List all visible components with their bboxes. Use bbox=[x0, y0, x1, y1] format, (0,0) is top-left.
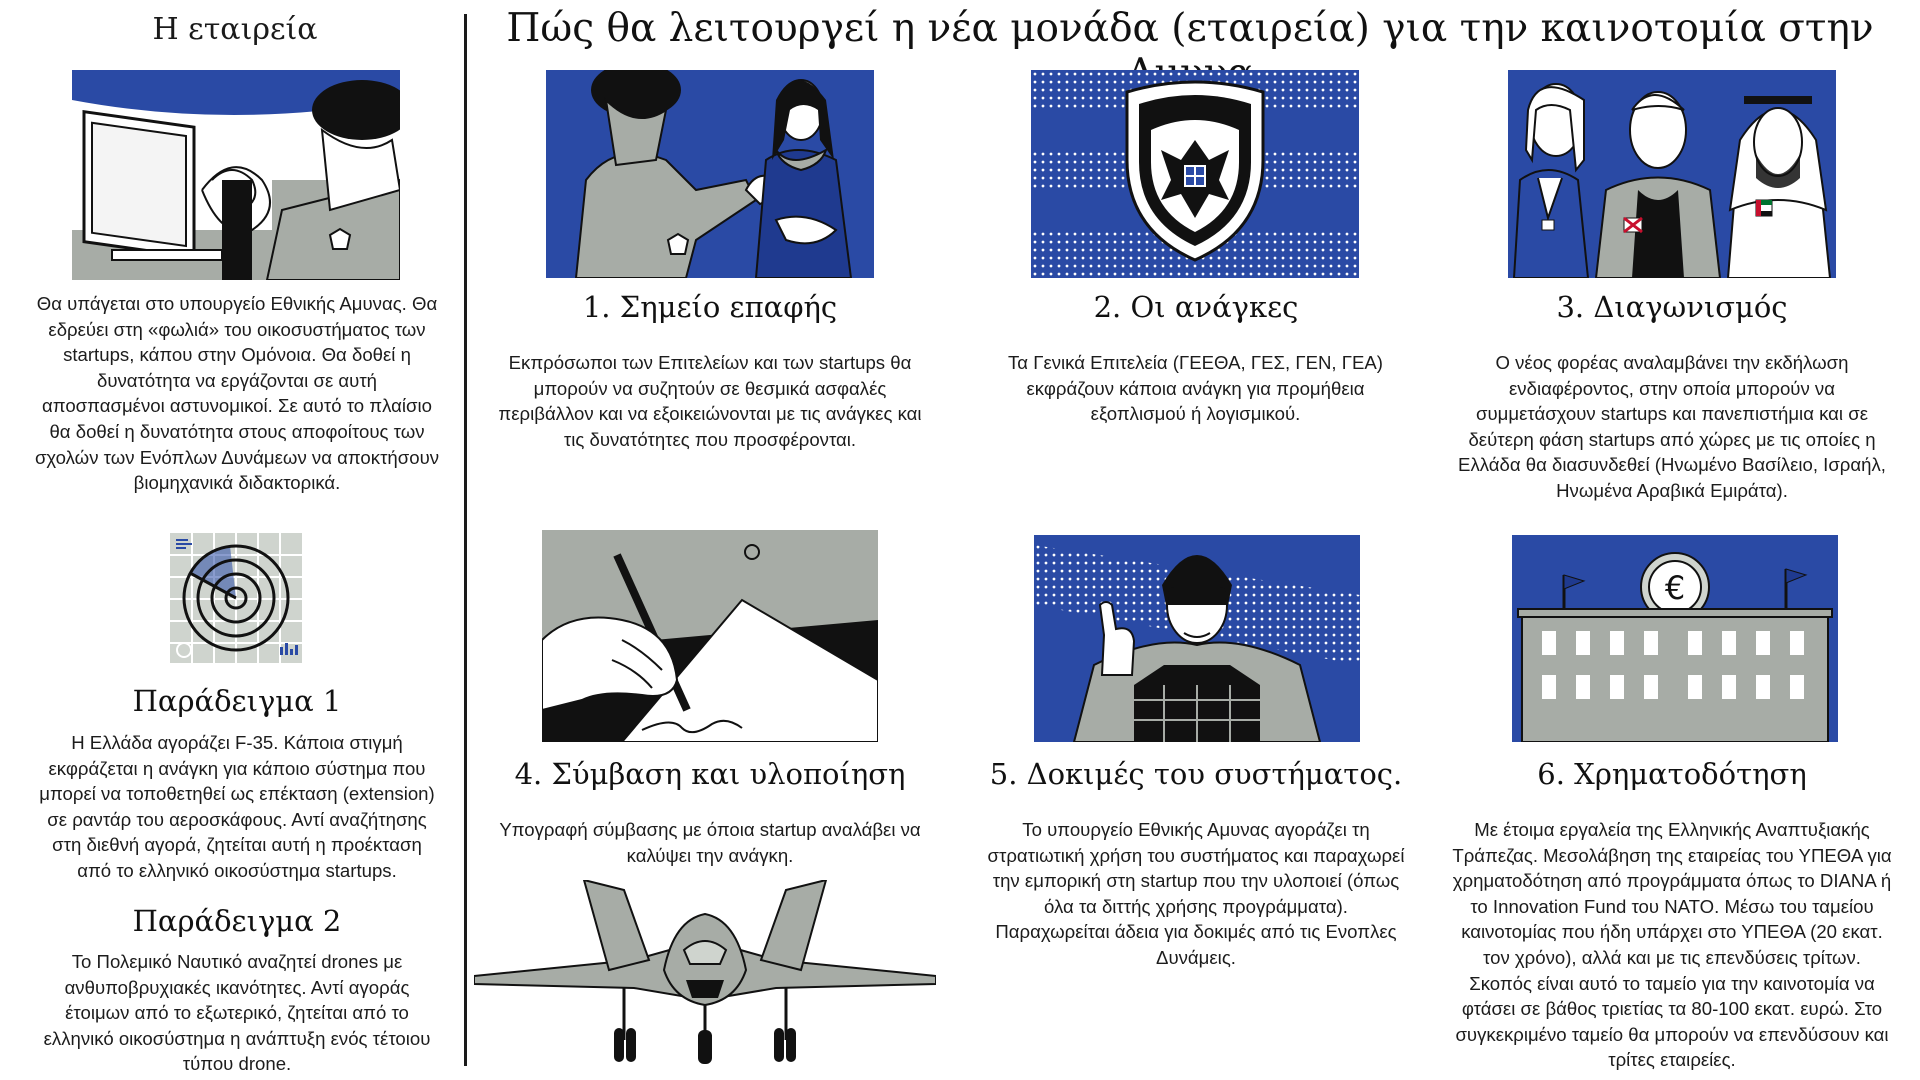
svg-text:€: € bbox=[1664, 569, 1686, 607]
officer-computer-illustration bbox=[72, 70, 400, 280]
step1-title: 1. Σημείο επαφής bbox=[582, 290, 838, 324]
step4-title: 4. Σύμβαση και υλοποίηση bbox=[514, 757, 906, 791]
step6-title: 6. Χρηματοδότηση bbox=[1537, 757, 1807, 791]
radar-icon bbox=[170, 533, 302, 663]
step6-text: Με έτοιμα εργαλεία της Ελληνικής Αναπτυξιακής Τράπεζας. Μεσολάβηση της εταιρείας του ΥΠΕΘΑ για χρηματοδότηση από προγράμματα όπως το DIANA ή το Innovation Fund του ΝΑΤΟ. Μέσω του ταμείου καινοτομίας που ήδη υπάρχει στο ΥΠΕΘΑ (20 εκατ. τον χρόνο), αλλά και με τις επενδύσεις τρίτων. Σκοπός είναι αυτό το ταμείο για την καινοτομία να φτάσει σε βάθος τριετίας τα 80-100 εκατ. ευρώ. Στο συγκεκριμένο ταμείο θα μπορούν να επενδύσουν και τρίτες εταιρείες. bbox=[1452, 819, 1892, 1071]
step3-illustration bbox=[1508, 70, 1836, 278]
step5-title: 5. Δοκιμές του συστήματος. bbox=[989, 757, 1403, 791]
step6-illustration bbox=[1512, 535, 1838, 742]
step5-illustration bbox=[1034, 535, 1360, 742]
step4-illustration bbox=[542, 530, 878, 742]
example1-text: Η Ελλάδα αγοράζει F-35. Κάποια στιγμή εκφράζεται η ανάγκη για κάποιο σύστημα που μπορεί να τοποθετηθεί ως επέκταση (extension) σε ραντάρ του αεροσκάφους. Αντί αναζήτησης στη διεθνή αγορά, ζητείται αυτή η προέκταση από το ελληνικό οικοσύστημα startups. bbox=[39, 732, 435, 881]
example2-text: Το Πολεμικό Ναυτικό αναζητεί drones με ανθυποβρυχιακές ικανότητες. Αντί αγοράς έτοιμων από το εξωτερικό, ζητείται από το ελληνικό οικοσύστημα η ανάπτυξη ενός τέτοιου τύπου drone. bbox=[43, 951, 431, 1075]
step5-text: Το υπουργείο Εθνικής Αμυνας αγοράζει τη στρατιωτική χρήση του συστήματος και παραχωρεί την εμπορική στη startup που την υλοποιεί (όπως όλα τα διττής χρήσης προγράμματα). Παραχωρείται άδεια για δοκιμές από τις Ενοπλες Δυνάμεις. bbox=[987, 819, 1405, 968]
step2-text: Τα Γενικά Επιτελεία (ΓΕΕΘΑ, ΓΕΣ, ΓΕΝ, ΓΕΑ) εκφράζουν κάποια ανάγκη για προμήθεια εξοπλισμού ή λογισμικού. bbox=[1007, 352, 1383, 425]
step1-illustration bbox=[546, 70, 874, 278]
step4-text: Υπογραφή σύμβασης με όποια startup αναλάβει να καλύψει την ανάγκη. bbox=[499, 819, 921, 866]
sidebar-title: Η εταιρεία bbox=[152, 12, 318, 47]
sidebar-description: Θα υπάγεται στο υπουργείο Εθνικής Αμυνας. Θα εδρεύει στη «φωλιά» του οικοσυστήματος των startups, κάπου στην Ομόνοια. Θα δοθεί η δυνατότητα να εργάζονται σε αυτή αποσπασμένοι αστυνομικοί. Σε αυτό το πλαίσιο θα δοθεί η δυνατότητα στους αποφοίτους των σχολών των Ενόπλων Δυνάμεων να αποκτήσουν βιομηχανικά διδακτορικά. bbox=[34, 293, 440, 494]
step3-text: Ο νέος φορέας αναλαμβάνει την εκδήλωση ενδιαφέροντος, στην οποία μπορούν να συμμετάσχουν startups και πανεπιστήμια και σε δεύτερη φάση startups από χώρες με τις οποίες η Ελλάδα θα διασυνδεθεί (Ηνωμένο Βασίλειο, Ισραήλ, Ηνωμένα Αραβικά Εμιράτα). bbox=[1458, 352, 1886, 501]
example1-title: Παράδειγμα 1 bbox=[132, 684, 342, 718]
fighter-jet-illustration bbox=[474, 880, 936, 1070]
step3-title: 3. Διαγωνισμός bbox=[1556, 290, 1788, 324]
column-divider bbox=[464, 14, 467, 1066]
example2-title: Παράδειγμα 2 bbox=[132, 904, 342, 938]
step1-text: Εκπρόσωποι των Επιτελείων και των startups θα μπορούν να συζητούν σε θεσμικά ασφαλές περιβάλλον και να εξοικειώνονται με τις ανάγκες και τις δυνατότητες που προσφέρονται. bbox=[498, 352, 922, 450]
step2-illustration bbox=[1031, 70, 1359, 278]
step2-title: 2. Οι ανάγκες bbox=[1093, 290, 1299, 324]
page-title: Πώς θα λειτουργεί η νέα μονάδα (εταιρεία) για την καινοτομία στην bbox=[506, 6, 1874, 51]
